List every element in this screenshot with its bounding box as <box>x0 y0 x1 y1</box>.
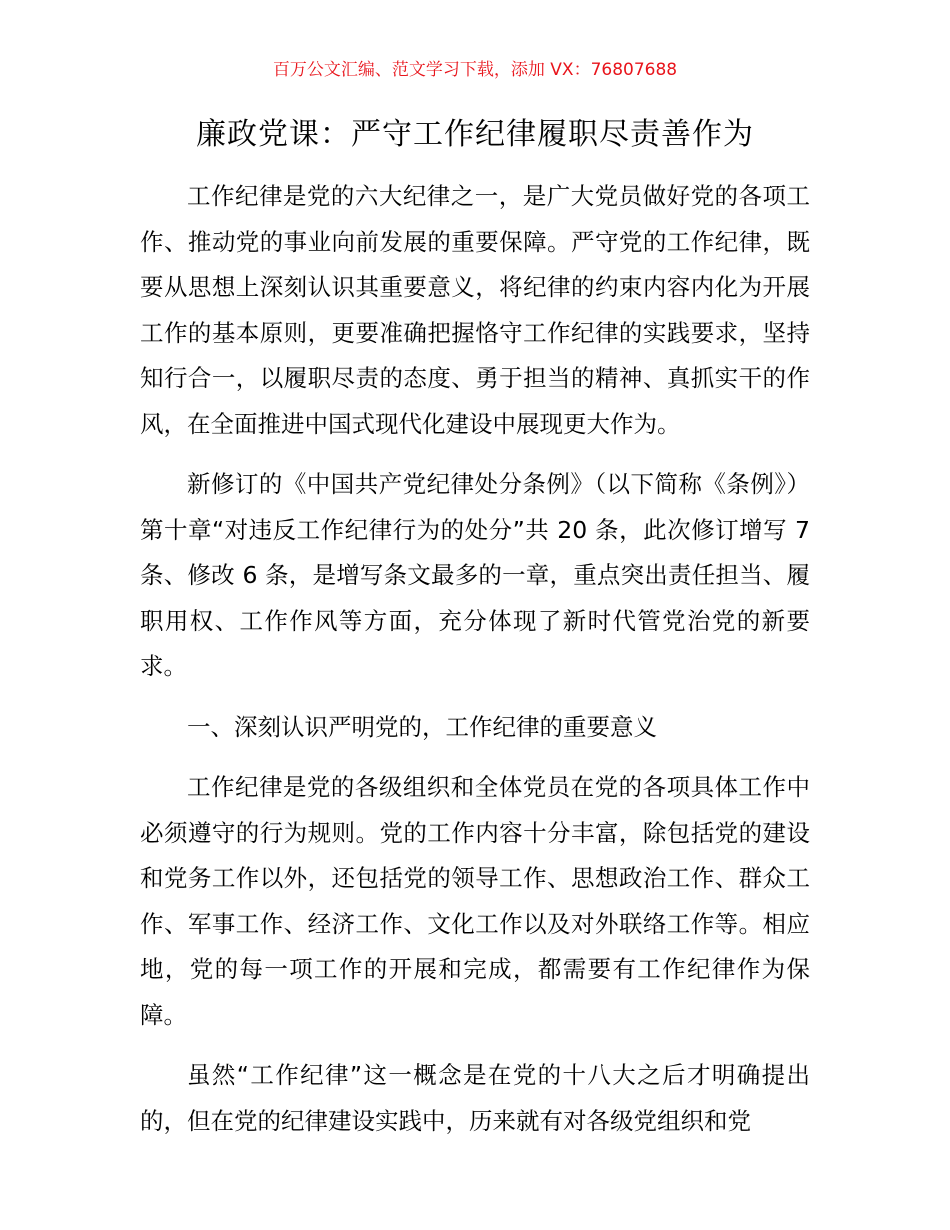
document-title: 廉政党课：严守工作纪律履职尽责善作为 <box>196 117 754 152</box>
paragraph-intro: 工作纪律是党的六大纪律之一，是广大党员做好党的各项工作、推动党的事业向前发展的重要保障。严守党的工作纪律，既要从思想上深刻认识其重要意义，将纪律的约束内容内化为开展工作的基本原则，更要准确把握恪守工作纪律的实践要求，坚持知行合一，以履职尽责的态度、勇于担当的精神、真抓实干的作风，在全面推进中国式现代化建设中展现更大作为。 <box>140 182 810 438</box>
paragraph-history: 虽然“工作纪律”这一概念是在党的十八大之后才明确提出的，但在党的纪律建设实践中，历来就有对各级党组织和党 <box>140 1061 810 1135</box>
header-banner: 百万公文汇编、范文学习下载，添加 VX：76807688 <box>272 60 678 80</box>
paragraph-definition: 工作纪律是党的各级组织和全体党员在党的各项具体工作中必须遵守的行为规则。党的工作内容十分丰富，除包括党的建设和党务工作以外，还包括党的领导工作、思想政治工作、群众工作、军事工作、经济工作、文化工作以及对外联络工作等。相应地，党的每一项工作的开展和完成，都需要有工作纪律作为保障。 <box>140 773 810 1029</box>
document-body <box>140 174 810 1159</box>
section-heading-1: 一、深刻认识严明党的，工作纪律的重要意义 <box>187 712 657 741</box>
paragraph-regulation: 新修订的《中国共产党纪律处分条例》（以下简称《条例》）第十章“对违反工作纪律行为的处分”共 20 条，此次修订增写 7 条、修改 6 条，是增写条文最多的一章，重点突出责任担当、履职用权、工作作风等方面，充分体现了新时代管党治党的新要求。 <box>140 470 810 680</box>
